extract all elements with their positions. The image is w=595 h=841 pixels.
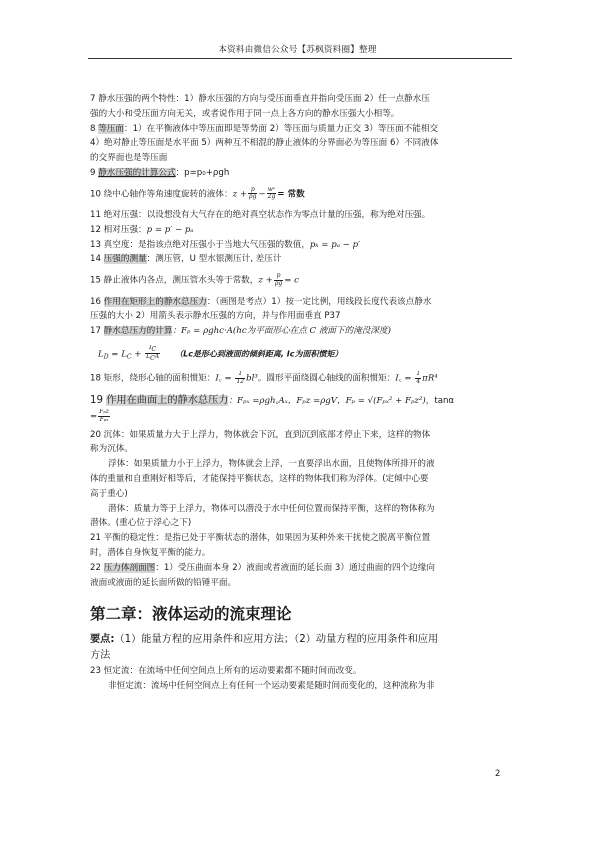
item-number: 9 (90, 167, 99, 178)
key-points-label: 要点: (90, 634, 115, 646)
fraction: $\frac{1}{12}$ (236, 371, 245, 385)
item-14: 14 压强的测量：测压管，U 型水银测压计, 差压计 (90, 254, 282, 265)
item-12: 12 相对压强：p = p′ − pₐ (90, 224, 194, 235)
item-22-line-1: 22 压力体剖面图：1）受压曲面本身 2）液面或者液面的延长面 3）通过曲面的四个边缘向 (90, 562, 435, 573)
formula-constant: = 常数 (277, 189, 305, 200)
fraction: $\frac{IC}{\text{LCA}}$ (146, 344, 160, 363)
formula: pₖ = pₐ − p′ (309, 239, 361, 250)
item-23-line-2: 非恒定流：流场中任何空间点上有任何一个运动要素是随时间而变化的，这种流称为非 (108, 680, 435, 691)
key-points-line-2: 方法 (90, 650, 111, 662)
formula: p = p′ − pₐ (146, 224, 194, 235)
item-19: 19 作用在曲面上的静水总压力：Fₚₓ =ρgh꜀Aₓ，Fₚz =ρgV，Fₚ = √(Fₚₓ² + Fₚz²)，tanα (90, 394, 455, 406)
item-11: 11 绝对压强：以设想没有大气存在的绝对真空状态作为零点计量的压强，称为绝对压强。 (90, 210, 431, 221)
item-7-line-1: 7 静水压强的两个特性：1）静水压强的方向与受压面垂直并指向受压面 2）任一点静水压 (90, 94, 430, 104)
page-number: 2 (495, 768, 501, 778)
term-pressure-formula: 静水压强的计算公式 (98, 167, 176, 178)
item-text: ：1）在平衡液体中等压面即是等势面 2）等压面与质量力正交 3）等压面不能相交 (124, 123, 439, 134)
term-isobaric-surface: 等压面 (98, 123, 124, 134)
item-20-line-7: 潜体。(重心位于浮心之下) (90, 518, 192, 529)
key-points-line-1: 要点:（1）能量方程的应用条件和应用方法；（2）动量方程的应用条件和应用 (90, 634, 439, 646)
fraction: $\frac{p}{\rho g}$ (274, 273, 283, 287)
formula-note: （Lc是形心到液面的倾斜距离, Ic为面积惯矩） (175, 349, 343, 359)
page-body (90, 92, 510, 694)
item-16-line-2: 压强的大小 2）用箭头表示静水压强的方向，并与作用面垂直 P37 (90, 311, 341, 322)
item-number: 8 (90, 123, 99, 134)
item-8-line-3: 的交界面也是等压面 (90, 153, 168, 164)
term-curved-pressure: 作用在曲面上的静水总压力 (106, 394, 229, 406)
fraction: $\frac{\text{w²}}{2g}$ (267, 186, 276, 201)
formula: z + (258, 275, 273, 286)
item-text: 10 绕中心轴作等角速度旋转的液体： (90, 189, 233, 200)
term-rect-pressure: 作用在矩形上的静水总压力 (103, 296, 207, 307)
item-10: 10 绕中心轴作等角速度旋转的液体：z + $\frac{p}{\rho g}$ − $\frac{\text{w²}}{2g}$ = 常数 (90, 186, 305, 201)
item-17: 17 静水总压力的计算：Fₚ = ρghc·A(hc为平面形心在点 C 液面下的淹没深度) (90, 326, 391, 337)
term-pressure-body: 压力体剖面图 (103, 562, 156, 573)
item-23-line-1: 23 恒定流：在流场中任何空间点上所有的运动要素都不随时间而改变。 (90, 666, 362, 676)
formula: ：Fₚ = ρghc·A(hc为平面形心在点 C 液面下的淹没深度) (172, 326, 391, 337)
fraction: $\frac{p}{\rho g}$ (249, 186, 257, 201)
term-total-pressure-calc: 静水总压力的计算 (103, 326, 173, 337)
item-22-line-2: 液面或液面的延长面所做的铅锤平面。 (90, 577, 237, 588)
item-20-line-2: 称为沉体。 (90, 444, 133, 455)
page-header: 本资料由微信公众号【苏枫资料圈】整理 (218, 45, 377, 55)
item-20-line-1: 20 沉体：如果质量力大于上浮力，物体就会下沉，直到沉到底部才停止下来，这样的物体 (90, 429, 431, 440)
term-pressure-measurement: 压强的测量 (103, 254, 147, 265)
item-15: 15 静止液体内各点，测压管水头等于常数，z + $\frac{p}{\rho g}$ = c (90, 273, 299, 287)
item-8-line-2: 4）绝对静止等压面是水平面 5）两种互不相混的静止液体的分界面必为等压面 6）不同液体 (90, 138, 439, 149)
formula: ：p=p₀+ρgh (175, 167, 230, 178)
item-8-line-1 (90, 122, 510, 137)
formula: z + (232, 189, 248, 200)
item-20-line-3: 浮体：如果质量力小于上浮力，物体就会上浮，一直要浮出水面，且使物体所排开的液 (108, 459, 435, 470)
item-21-line-1: 21 平衡的稳定性：是指已处于平衡状态的潜体，如果因为某种外来干扰使之脱离平衡位置 (90, 533, 431, 544)
item-20-line-4: 体的重量和自重刚好相等后，才能保持平衡状态，这样的物体我们称为浮体。(定倾中心要 (90, 474, 429, 485)
item-18: 18 矩形，绕形心轴的面积惯矩：I꜀ = $\frac{1}{12}$ bl³。圆形平面绕圆心轴线的面积惯矩：I꜀ = $\frac{1}{4}$ πR⁴ (90, 371, 438, 385)
item-20-line-6: 潜体：质量力等于上浮力，物体可以潜没于水中任何位置而保持平衡，这样的物体称为 (108, 503, 435, 514)
header-rule (88, 58, 512, 59)
item-7-line-2: 强的大小和受压面方向无关，或者说作用于同一点上各方向的静水压强大小相等。 (90, 108, 400, 119)
fraction: $\frac{1}{4}$ (416, 371, 421, 385)
item-21-line-2: 时，潜体自身恢复平衡的能力。 (90, 548, 211, 559)
chapter-heading: 第二章：液体运动的流束理论 (90, 605, 292, 624)
item-9 (90, 166, 510, 181)
item-20-line-5: 高于重心) (90, 488, 128, 499)
item-19-tan: = $\frac{\text{Fₚz}}{\text{Fₚₓ}}$ (90, 409, 109, 423)
center-of-pressure-formula: $L_D = L_C$ + $\frac{IC}{\text{LCA}}$ （Lc是形心到液面的倾斜距离, Ic为面积惯矩） (98, 344, 343, 363)
fraction: $\frac{\text{Fₚz}}{\text{Fₚₓ}}$ (99, 409, 109, 423)
item-16-line-1: 16 作用在矩形上的静水总压力：（画图是考点）1）按一定比例，用线段长度代表该点静水 (90, 296, 432, 307)
item-13: 13 真空度：是指该点绝对压强小于当地大气压强的数值，pₖ = pₐ − p′ (90, 239, 361, 250)
